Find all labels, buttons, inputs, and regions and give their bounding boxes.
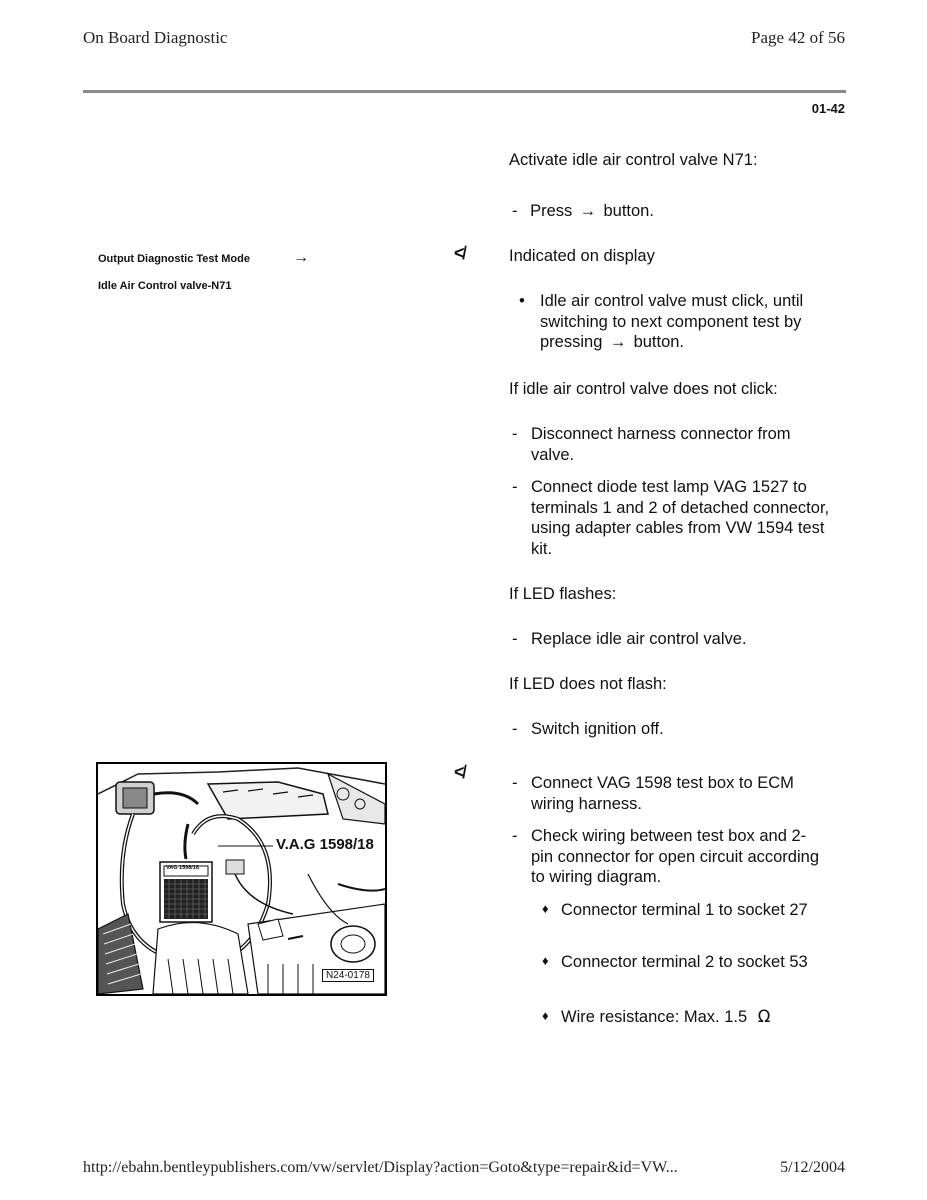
test-box-label: VAG 1598/18 [166,865,199,871]
step-text: Switch ignition off. [531,720,664,738]
arrow-right-icon: → [293,249,309,266]
diamond-text: Connector terminal 2 to socket 53 [561,953,808,971]
page-code: 01-42 [811,101,845,116]
diamond-icon: ♦ [542,901,549,916]
step-text: Connect diode test lamp VAG 1527 to terminals 1 and 2 of detached connector, using adapter cables from VW 1594 test kit. [531,478,830,558]
step-press [512,201,842,222]
tool-label: V.A.G 1598/18 [276,836,374,853]
diamond-icon: ♦ [542,1008,549,1023]
diamond-text: Connector terminal 1 to socket 27 [561,901,808,919]
step-item: - Replace idle air control valve. [512,629,842,650]
diamond-icon: ♦ [542,953,549,968]
step-item: - Connect diode test lamp VAG 1527 to terminals 1 and 2 of detached connector, using adapter cables from VW 1594 test kit. [512,477,842,559]
step-item: - Switch ignition off. [512,719,842,740]
press-button-label: button. [603,202,654,220]
header-title: On Board Diagnostic [83,28,228,47]
activate-heading: Activate idle air control valve N71: [509,151,758,169]
press-label: Press [530,202,573,220]
condition-heading: If idle air control valve does not click: [509,380,778,398]
ohm-symbol: Ω [757,1007,771,1026]
condition-heading: If LED flashes: [509,585,617,603]
engine-bay-illustration [96,762,387,996]
engine-bay-drawing [98,764,385,994]
step-text: Check wiring between test box and 2-pin connector for open circuit according to wiring diagram. [531,827,819,886]
footer-url: http://ebahn.bentleypublishers.com/vw/servlet/Display?action=Goto&type=repair&id=VW... [83,1159,678,1176]
arrow-right-icon: → [579,202,597,220]
pointer-left-icon: ≮ [454,762,465,782]
diamond-text: Wire resistance: Max. 1.5 [561,1008,748,1026]
dash: - [512,202,518,220]
arrow-right-icon: → [609,333,627,351]
display-line-1: Output Diagnostic Test Mode [98,253,250,265]
bullet-item [519,291,839,353]
bullet-icon: • [519,292,525,310]
diamond-item [542,1007,832,1028]
pointer-left-icon: ≮ [454,243,465,263]
header-rule [83,90,846,93]
bullet-text: Idle air control valve must click, until switching to next component test by pressing [540,292,804,351]
step-item: - Check wiring between test box and 2-pin connector for open circuit according to wiring diagram. [512,826,822,888]
page-counter: Page 42 of 56 [751,28,845,47]
figure-ref-code: N24-0178 [322,969,374,982]
step-text: Disconnect harness connector from valve. [531,425,791,464]
display-line-2: Idle Air Control valve-N71 [98,280,232,292]
diamond-item [542,952,832,973]
step-item: - Disconnect harness connector from valve. [512,424,827,465]
condition-heading: If LED does not flash: [509,675,667,693]
step-text: Connect VAG 1598 test box to ECM wiring harness. [531,774,794,813]
step-item: - Connect VAG 1598 test box to ECM wiring harness. [512,773,827,814]
footer-date: 5/12/2004 [780,1159,845,1176]
bullet-text-end: button. [633,333,685,351]
indicated-heading: Indicated on display [509,247,655,265]
diamond-item [542,900,832,921]
step-text: Replace idle air control valve. [531,630,747,648]
